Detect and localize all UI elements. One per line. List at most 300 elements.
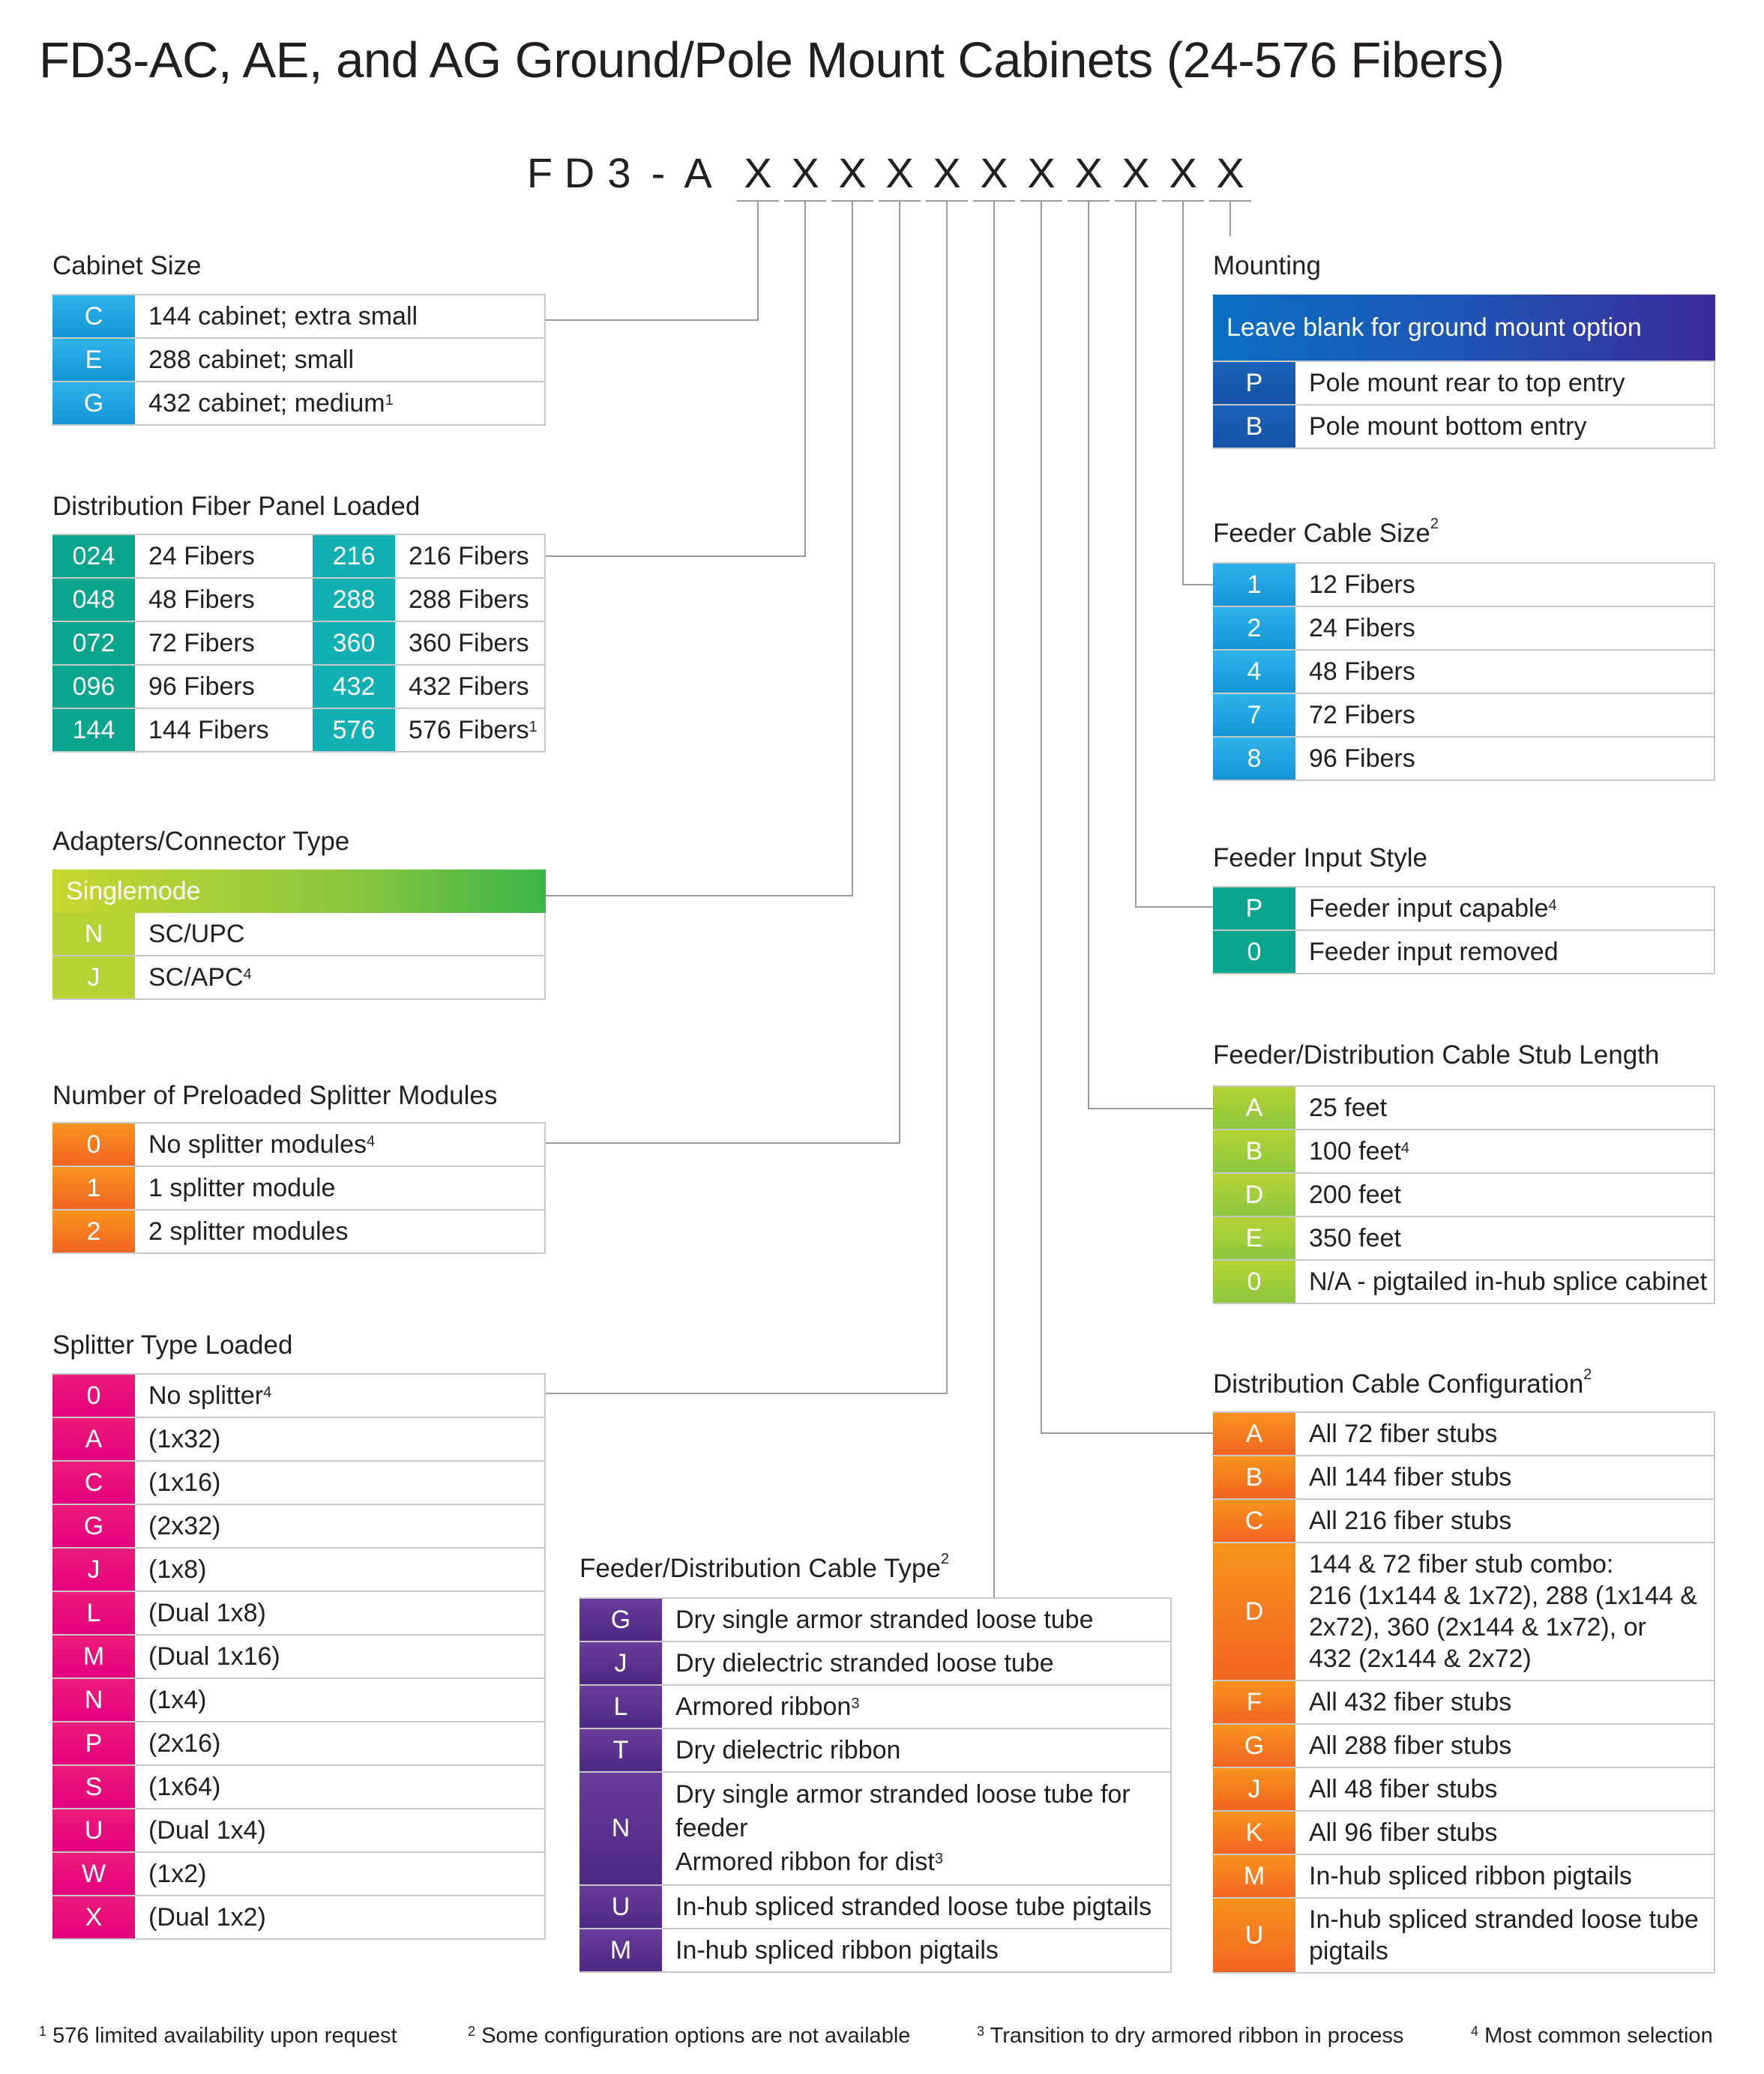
option-code: D: [1213, 1174, 1295, 1216]
option-code: 0: [52, 1124, 135, 1166]
option-code: 4: [1213, 651, 1295, 693]
option-description: [662, 1599, 1170, 1641]
description-text: (Dual 1x2): [148, 1903, 266, 1932]
option-description: [1295, 651, 1714, 693]
table-row: [580, 1642, 1172, 1686]
description-line: Armored ribbon for dist$^3$: [675, 1848, 943, 1876]
option-code: N: [52, 913, 135, 955]
table-row: [580, 1599, 1172, 1642]
option-code: 0: [1213, 931, 1295, 973]
description-text: 288 Fibers: [409, 585, 529, 614]
feeder-size-heading: [1213, 516, 1439, 549]
option-code: A: [52, 1418, 135, 1460]
description-text: No splitter: [148, 1381, 264, 1410]
description-text: (1x8): [148, 1555, 207, 1584]
description-text: All 432 fiber stubs: [1309, 1688, 1512, 1716]
splitter-type-table: [52, 1373, 546, 1940]
option-code: G: [52, 1505, 135, 1547]
footnote-ref: 3: [934, 1851, 943, 1867]
cabinet-size-table: [52, 294, 546, 426]
option-description: [662, 1929, 1170, 1971]
table-row: [52, 579, 546, 622]
option-description: [1295, 1217, 1714, 1259]
option-code: 576: [313, 709, 395, 751]
description-text: 96 Fibers: [1309, 744, 1415, 773]
option-code: 0: [52, 1375, 135, 1417]
description-text: 144 cabinet; extra small: [148, 302, 418, 331]
option-code: 2: [1213, 607, 1295, 649]
heading-sup: 2: [940, 1551, 949, 1567]
table-row: [52, 1418, 546, 1462]
description-text: No splitter modules: [148, 1130, 367, 1159]
option-code: E: [52, 339, 135, 381]
table-row: [1213, 1812, 1715, 1855]
footnote-ref: 4: [367, 1133, 376, 1150]
splitter-modules-heading: Number of Preloaded Splitter Modules: [52, 1081, 498, 1110]
dist-config-table: [1213, 1411, 1715, 1974]
option-description: [135, 1167, 544, 1209]
feeder-size-table: [1213, 562, 1715, 781]
cabinet-size-heading: Cabinet Size: [52, 251, 202, 280]
table-row: [52, 295, 546, 339]
stub-length-table: [1213, 1085, 1715, 1304]
description-text: All 96 fiber stubs: [1309, 1818, 1498, 1847]
option-code: D: [1213, 1543, 1295, 1680]
option-code: C: [52, 1462, 135, 1504]
distribution-panel-heading: Distribution Fiber Panel Loaded: [52, 492, 421, 521]
option-code: P: [52, 1722, 135, 1764]
option-description: [1295, 1543, 1714, 1680]
option-code: P: [1213, 362, 1295, 404]
option-description: [135, 1809, 544, 1851]
dist-config-heading-text: Distribution Cable Configuration: [1213, 1369, 1584, 1399]
description-text: Dry single armor stranded loose tube: [675, 1606, 1094, 1634]
description-text: All 72 fiber stubs: [1309, 1420, 1498, 1448]
option-code: L: [580, 1686, 662, 1728]
table-row: [1213, 1130, 1715, 1174]
option-code: U: [1213, 1899, 1295, 1972]
option-description: [1295, 362, 1714, 404]
option-code: 048: [52, 579, 135, 621]
option-description: [135, 1124, 544, 1166]
option-description: [135, 1418, 544, 1460]
description-text: (1x2): [148, 1860, 207, 1888]
footnote-ref: 1: [385, 392, 394, 409]
description-text: 25 feet: [1309, 1094, 1387, 1122]
description-text: All 216 fiber stubs: [1309, 1507, 1512, 1535]
option-description: [1295, 1130, 1714, 1172]
description-line: Dry single armor stranded loose tube for: [675, 1780, 1131, 1809]
table-row: [1213, 1500, 1715, 1543]
option-code: G: [1213, 1725, 1295, 1767]
table-row: [52, 1167, 546, 1211]
option-code: G: [52, 382, 135, 424]
description-text: (2x32): [148, 1512, 221, 1540]
option-description: [1295, 1681, 1714, 1723]
option-description: [662, 1886, 1170, 1928]
option-code: 2: [52, 1211, 135, 1252]
table-row: [1213, 651, 1715, 694]
table-row: [1213, 1456, 1715, 1500]
description-text: 1 splitter module: [148, 1174, 336, 1202]
option-description: [1295, 1899, 1714, 1972]
description-text: All 48 fiber stubs: [1309, 1775, 1498, 1803]
description-text: In-hub spliced ribbon pigtails: [675, 1936, 999, 1965]
footnote-ref: 4: [263, 1384, 272, 1401]
heading-sup: 2: [1583, 1366, 1592, 1383]
description-text: 72 Fibers: [148, 629, 255, 657]
option-code: J: [580, 1642, 662, 1684]
part-prefix-char: 3: [607, 149, 631, 196]
option-code: J: [1213, 1768, 1295, 1810]
table-row: [1213, 931, 1715, 974]
option-description: [1295, 1500, 1714, 1542]
option-code: M: [580, 1929, 662, 1971]
description-text: 12 Fibers: [1309, 570, 1415, 599]
option-code: F: [1213, 1681, 1295, 1723]
ground-mount-band: Leave blank for ground mount option: [1213, 295, 1715, 362]
feeder-size-heading-text: Feeder Cable Size: [1213, 519, 1430, 548]
option-description: [1295, 1725, 1714, 1767]
description-text: 288 cabinet; small: [148, 346, 355, 374]
option-code: N: [580, 1773, 662, 1884]
table-row: [580, 1929, 1172, 1973]
table-row: [1213, 887, 1715, 931]
stub-length-heading: Feeder/Distribution Cable Stub Length: [1213, 1040, 1660, 1070]
table-row: [52, 1679, 546, 1722]
cable-type-heading-text: Feeder/Distribution Cable Type: [580, 1554, 941, 1583]
option-code: N: [52, 1679, 135, 1721]
option-description: [135, 1679, 544, 1721]
option-code: W: [52, 1853, 135, 1895]
description-text: Pole mount rear to top entry: [1309, 369, 1625, 397]
table-row: [1213, 1174, 1715, 1217]
option-code: M: [52, 1636, 135, 1677]
option-code: 096: [52, 666, 135, 708]
description-text: (1x4): [148, 1686, 207, 1714]
option-description: [135, 1853, 544, 1895]
option-description: [135, 1505, 544, 1547]
footnote-2: [468, 2024, 910, 2049]
option-description: [135, 535, 313, 577]
table-row: [580, 1686, 1172, 1729]
option-code: 216: [313, 535, 395, 577]
description-text: SC/UPC: [148, 920, 245, 948]
part-placeholder-x: X: [1122, 149, 1150, 196]
description-text: 200 feet: [1309, 1181, 1401, 1209]
option-code: T: [580, 1729, 662, 1771]
description-line: 432 (2x144 & 2x72): [1309, 1645, 1532, 1673]
table-row: [52, 1549, 546, 1592]
option-description: [1295, 1768, 1714, 1810]
option-code: U: [52, 1809, 135, 1851]
table-row: [580, 1729, 1172, 1773]
description-text: 360 Fibers: [409, 629, 529, 657]
part-prefix-char: D: [564, 149, 595, 196]
description-line: In-hub spliced stranded loose tube: [1309, 1905, 1699, 1934]
table-row: [1213, 1855, 1715, 1899]
footnote-number: 1: [39, 2024, 47, 2039]
description-text: SC/APC: [148, 963, 244, 992]
option-description: [1295, 931, 1714, 973]
option-description: [135, 666, 313, 708]
option-description: [1295, 738, 1714, 780]
option-description: [135, 1549, 544, 1591]
table-row: [52, 1211, 546, 1254]
option-code: E: [1213, 1217, 1295, 1259]
footnote-text: Most common selection: [1484, 2024, 1713, 2048]
description-text: Feeder input removed: [1309, 938, 1559, 966]
footnote-number: 3: [977, 2024, 985, 2039]
table-row: [52, 1766, 546, 1809]
option-description: [395, 622, 573, 664]
adapters-table: [52, 869, 546, 1000]
description-text: Feeder input capable: [1309, 894, 1549, 923]
option-code: B: [1213, 406, 1295, 447]
option-description: [135, 382, 544, 424]
table-row: [52, 382, 546, 426]
option-code: A: [1213, 1087, 1295, 1129]
table-row: [1213, 1681, 1715, 1725]
description-line: pigtails: [1309, 1937, 1388, 1965]
option-description: [135, 1636, 544, 1677]
part-placeholder-x: X: [933, 149, 961, 196]
option-description: [395, 579, 573, 621]
description-text: N/A - pigtailed in-hub splice cabinet: [1309, 1267, 1708, 1296]
option-description: [135, 622, 313, 664]
table-row: [52, 1896, 546, 1940]
option-description: [135, 709, 313, 751]
option-code: 288: [313, 579, 395, 621]
description-text: 72 Fibers: [1309, 701, 1415, 729]
option-code: 072: [52, 622, 135, 664]
feeder-input-heading: Feeder Input Style: [1213, 843, 1427, 872]
table-row: [1213, 1899, 1715, 1974]
table-row: [52, 1636, 546, 1679]
table-row: [1213, 564, 1715, 607]
table-row: [52, 709, 546, 753]
splitter-modules-table: [52, 1122, 546, 1254]
table-row: [52, 1809, 546, 1853]
description-text: 24 Fibers: [1309, 614, 1415, 642]
part-placeholder-x: X: [1027, 149, 1056, 196]
option-description: [135, 1592, 544, 1634]
description-text: 432 cabinet; medium: [148, 389, 385, 417]
option-code: U: [580, 1886, 662, 1928]
description-text: In-hub spliced ribbon pigtails: [1309, 1862, 1632, 1890]
option-description: [135, 579, 313, 621]
table-row: [580, 1886, 1172, 1929]
description-line: 216 (1x144 & 1x72), 288 (1x144 &: [1309, 1582, 1697, 1610]
option-code: 1: [52, 1167, 135, 1209]
description-text: All 288 fiber stubs: [1309, 1731, 1512, 1760]
option-description: [662, 1729, 1170, 1771]
option-description: [135, 956, 544, 998]
description-text: 576 Fibers: [409, 716, 529, 744]
footnote-text: 576 limited availability upon request: [52, 2024, 397, 2048]
description-text: Dry dielectric ribbon: [675, 1736, 901, 1764]
table-row: [1213, 406, 1715, 449]
description-text: Dry dielectric stranded loose tube: [675, 1649, 1054, 1677]
footnote-ref: 4: [1400, 1140, 1410, 1157]
option-description: [662, 1686, 1170, 1728]
option-description: [135, 339, 544, 381]
table-row: [1213, 362, 1715, 406]
option-description: [1295, 1087, 1714, 1129]
table-row: [1213, 738, 1715, 781]
mounting-table: [1213, 295, 1715, 449]
table-row: [52, 535, 546, 579]
cable-type-heading: [580, 1551, 949, 1584]
table-row: [1213, 1543, 1715, 1681]
footnote-3: [977, 2024, 1403, 2049]
heading-sup: 2: [1430, 516, 1439, 532]
option-description: [395, 535, 573, 577]
table-row: [52, 1722, 546, 1766]
table-row: [52, 1375, 546, 1418]
feeder-input-table: [1213, 886, 1715, 974]
table-row: [580, 1773, 1172, 1886]
page-title: FD3-AC, AE, and AG Ground/Pole Mount Cabinets (24-576 Fibers): [39, 32, 1505, 88]
table-row: [1213, 1413, 1715, 1456]
option-description: [135, 1211, 544, 1252]
description-text: (Dual 1x16): [148, 1642, 280, 1671]
option-code: 7: [1213, 694, 1295, 736]
description-text: 24 Fibers: [148, 542, 255, 570]
option-code: L: [52, 1592, 135, 1634]
cable-type-table: [580, 1597, 1172, 1973]
option-code: 024: [52, 535, 135, 577]
option-description: [1295, 1413, 1714, 1455]
description-line: feeder: [675, 1814, 748, 1842]
splitter-type-heading: Splitter Type Loaded: [52, 1330, 293, 1360]
option-code: M: [1213, 1855, 1295, 1897]
part-prefix-char: A: [684, 149, 712, 196]
option-description: [395, 666, 573, 708]
footnote-4: [1471, 2024, 1713, 2049]
option-description: [1295, 887, 1714, 929]
description-text: 350 feet: [1309, 1224, 1401, 1252]
table-row: [1213, 1768, 1715, 1812]
option-description: [395, 709, 573, 751]
description-text: 48 Fibers: [1309, 657, 1415, 686]
option-description: [1295, 1812, 1714, 1854]
part-placeholder-x: X: [980, 149, 1008, 196]
footnote-number: 2: [468, 2024, 476, 2039]
footnote-ref: 4: [243, 966, 252, 983]
option-description: [135, 295, 544, 337]
description-text: (1x64): [148, 1773, 221, 1801]
table-row: [52, 339, 546, 382]
option-description: [135, 1375, 544, 1417]
option-code: X: [52, 1896, 135, 1938]
option-code: C: [52, 295, 135, 337]
part-placeholder-x: X: [838, 149, 867, 196]
table-row: [52, 1462, 546, 1505]
description-text: 432 Fibers: [409, 672, 529, 701]
option-description: [1295, 694, 1714, 736]
table-row: [52, 1853, 546, 1896]
option-description: [662, 1642, 1170, 1684]
table-row: [52, 1505, 546, 1549]
adapters-heading: Adapters/Connector Type: [52, 827, 350, 856]
footnote-ref: 1: [529, 719, 538, 735]
table-row: [1213, 1217, 1715, 1261]
table-row: [52, 1592, 546, 1636]
part-placeholder-x: X: [885, 149, 914, 196]
description-text: 48 Fibers: [148, 585, 255, 614]
option-code: J: [52, 956, 135, 998]
description-text: 96 Fibers: [148, 672, 255, 701]
description-text: (Dual 1x8): [148, 1599, 266, 1627]
description-text: 2 splitter modules: [148, 1217, 349, 1246]
option-code: 1: [1213, 564, 1295, 606]
option-code: 8: [1213, 738, 1295, 780]
footnote-text: Some configuration options are not available: [481, 2024, 911, 2048]
mounting-heading: Mounting: [1213, 251, 1321, 280]
description-text: (Dual 1x4): [148, 1816, 266, 1845]
table-row: [1213, 1087, 1715, 1130]
description-text: Pole mount bottom entry: [1309, 412, 1587, 441]
option-description: [135, 1896, 544, 1938]
option-description: [1295, 1261, 1714, 1303]
footnote-ref: 3: [851, 1695, 860, 1712]
option-code: S: [52, 1766, 135, 1808]
footnote-1: [39, 2024, 397, 2049]
description-text: (1x32): [148, 1425, 221, 1453]
option-code: 360: [313, 622, 395, 664]
option-code: B: [1213, 1456, 1295, 1498]
option-code: 144: [52, 709, 135, 751]
option-description: [1295, 406, 1714, 447]
option-code: 0: [1213, 1261, 1295, 1303]
option-description: [662, 1773, 1170, 1884]
table-row: [52, 913, 546, 956]
option-description: [1295, 1855, 1714, 1897]
option-code: B: [1213, 1130, 1295, 1172]
table-row: [52, 622, 546, 666]
table-row: [1213, 1261, 1715, 1304]
table-row: [52, 956, 546, 1000]
part-prefix-char: -: [651, 149, 666, 196]
part-placeholder-x: X: [1216, 149, 1244, 196]
option-description: [135, 913, 544, 955]
table-row: [1213, 1725, 1715, 1768]
description-text: 144 Fibers: [148, 716, 269, 744]
option-code: A: [1213, 1413, 1295, 1455]
footnote-ref: 4: [1548, 897, 1557, 914]
option-code: J: [52, 1549, 135, 1591]
dist-config-heading: [1213, 1366, 1592, 1399]
option-description: [1295, 1456, 1714, 1498]
option-code: G: [580, 1599, 662, 1641]
option-description: [1295, 1174, 1714, 1216]
description-text: Armored ribbon: [675, 1692, 852, 1721]
part-placeholder-x: X: [1169, 149, 1197, 196]
singlemode-band: Singlemode: [52, 869, 546, 913]
option-description: [1295, 564, 1714, 606]
footnote-number: 4: [1471, 2024, 1479, 2039]
table-row: [52, 666, 546, 709]
part-placeholder-x: X: [791, 149, 819, 196]
option-code: K: [1213, 1812, 1295, 1854]
table-row: [1213, 694, 1715, 738]
option-description: [135, 1722, 544, 1764]
part-placeholder-x: X: [1074, 149, 1103, 196]
part-placeholder-x: X: [744, 149, 772, 196]
description-text: (2x16): [148, 1729, 221, 1758]
description-text: All 144 fiber stubs: [1309, 1463, 1512, 1492]
